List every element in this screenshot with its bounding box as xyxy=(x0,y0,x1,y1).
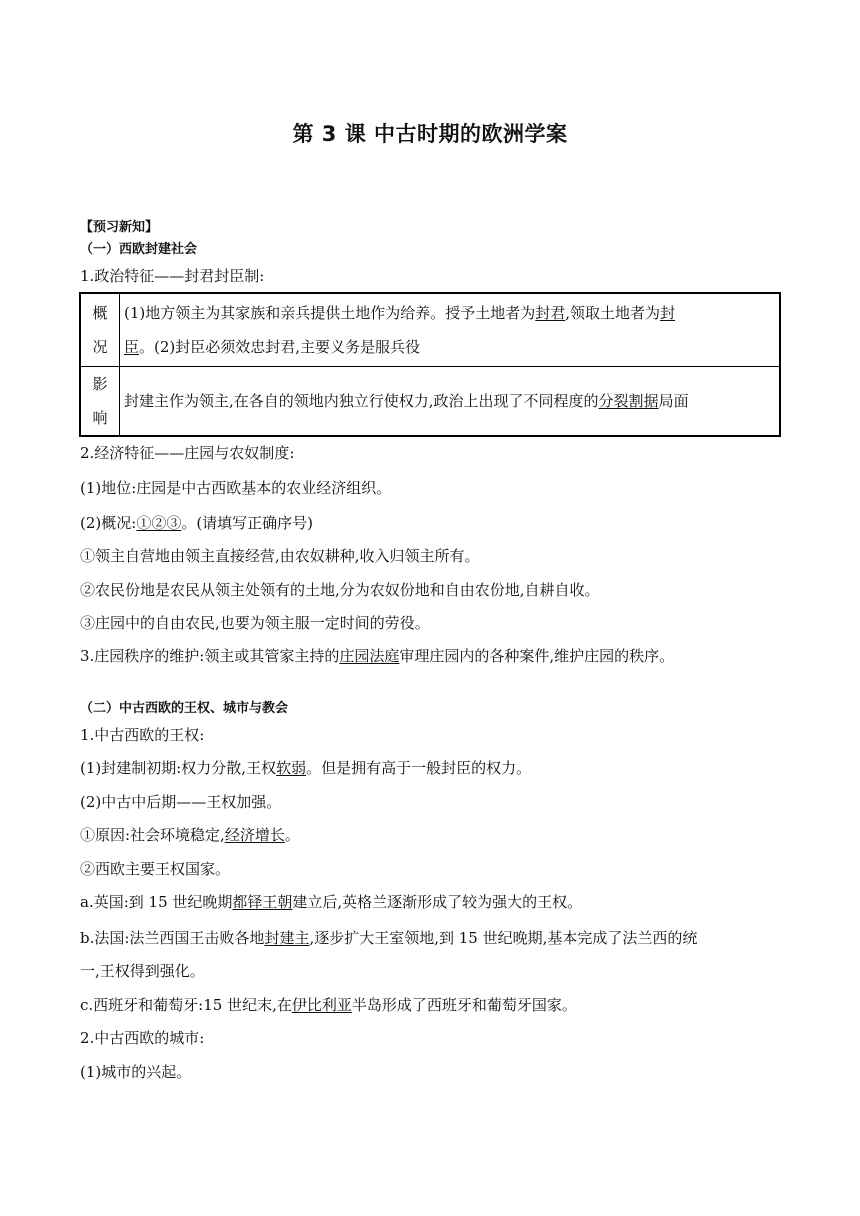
answer-fengjun: 封君 xyxy=(535,304,566,322)
impact-cell: 封建主作为领主,在各自的领地内独立行使权力,政治上出现了不同程度的分裂割据局面 xyxy=(120,367,781,437)
answer-economic-growth: 经济增长 xyxy=(224,826,285,844)
cities-rise: (1)城市的兴起。 xyxy=(80,1063,192,1081)
france-line2: 一,王权得到强化。 xyxy=(80,962,205,980)
kingship-heading: 1.中古西欧的王权: xyxy=(80,726,205,744)
early-feudal: (1)封建制初期:权力分散,王权软弱。但是拥有高于一般封臣的权力。 xyxy=(80,759,532,777)
manor-overview: (2)概况:①②③。(请填写正确序号) xyxy=(80,514,314,532)
item-1: ①领主自营地由领主直接经营,由农奴耕种,收入归领主所有。 xyxy=(80,547,480,565)
political-feature: 1.政治特征——封君封臣制: xyxy=(80,267,265,285)
reason: ①原因:社会环境稳定,经济增长。 xyxy=(80,826,300,844)
answer-manor-court: 庄园法庭 xyxy=(339,647,400,665)
cities-heading: 2.中古西欧的城市: xyxy=(80,1029,205,1047)
table-row xyxy=(80,293,780,367)
fief-table xyxy=(79,292,781,437)
answer-feudal-lords: 封建主 xyxy=(264,929,310,947)
answer-weak: 软弱 xyxy=(276,759,307,777)
row-label-overview: 概 况 xyxy=(80,293,120,367)
row-label-impact: 影 响 xyxy=(80,367,120,437)
spain-portugal: c.西班牙和葡萄牙:15 世纪末,在伊比利亚半岛形成了西班牙和葡萄牙国家。 xyxy=(80,996,577,1014)
answer-fengchen-2: 臣 xyxy=(124,338,140,356)
answer-fengchen-1: 封 xyxy=(660,304,676,322)
manor-status: (1)地位:庄园是中古西欧基本的农业经济组织。 xyxy=(80,479,392,497)
answer-fenlie: 分裂割据 xyxy=(598,392,659,410)
page-title: 第 3 课 中古时期的欧洲学案 xyxy=(292,122,568,146)
part1-heading: （一）西欧封建社会 xyxy=(80,242,198,257)
england: a.英国:到 15 世纪晚期都铎王朝建立后,英格兰逐渐形成了较为强大的王权。 xyxy=(80,893,583,911)
answer-sequence: ①②③ xyxy=(136,514,182,532)
economic-feature: 2.经济特征——庄园与农奴制度: xyxy=(80,444,295,462)
part2-heading: （二）中古西欧的王权、城市与教会 xyxy=(80,701,289,716)
answer-iberia: 伊比利亚 xyxy=(291,996,352,1014)
answer-tudor: 都铎王朝 xyxy=(232,893,293,911)
section-preview-heading: 【预习新知】 xyxy=(80,220,159,235)
overview-cell: (1)地方领主为其家族和亲兵提供土地作为给养。授予土地者为封君,领取土地者为封 臣。(2)封臣必须效忠封君,主要义务是服兵役 xyxy=(120,293,781,367)
france-line1: b.法国:法兰西国王击败各地封建主,逐步扩大王室领地,到 15 世纪晚期,基本完成了法兰西的统 xyxy=(80,929,698,947)
table-row xyxy=(80,367,780,437)
item-3: ③庄园中的自由农民,也要为领主服一定时间的劳役。 xyxy=(80,614,430,632)
item-2: ②农民份地是农民从领主处领有的土地,分为农奴份地和自由农份地,自耕自收。 xyxy=(80,581,600,599)
mid-late-period: (2)中古中后期——王权加强。 xyxy=(80,793,282,811)
kingdoms-heading: ②西欧主要王权国家。 xyxy=(80,860,231,878)
manor-order: 3.庄园秩序的维护:领主或其管家主持的庄园法庭审理庄园内的各种案件,维护庄园的秩序。 xyxy=(80,647,675,665)
